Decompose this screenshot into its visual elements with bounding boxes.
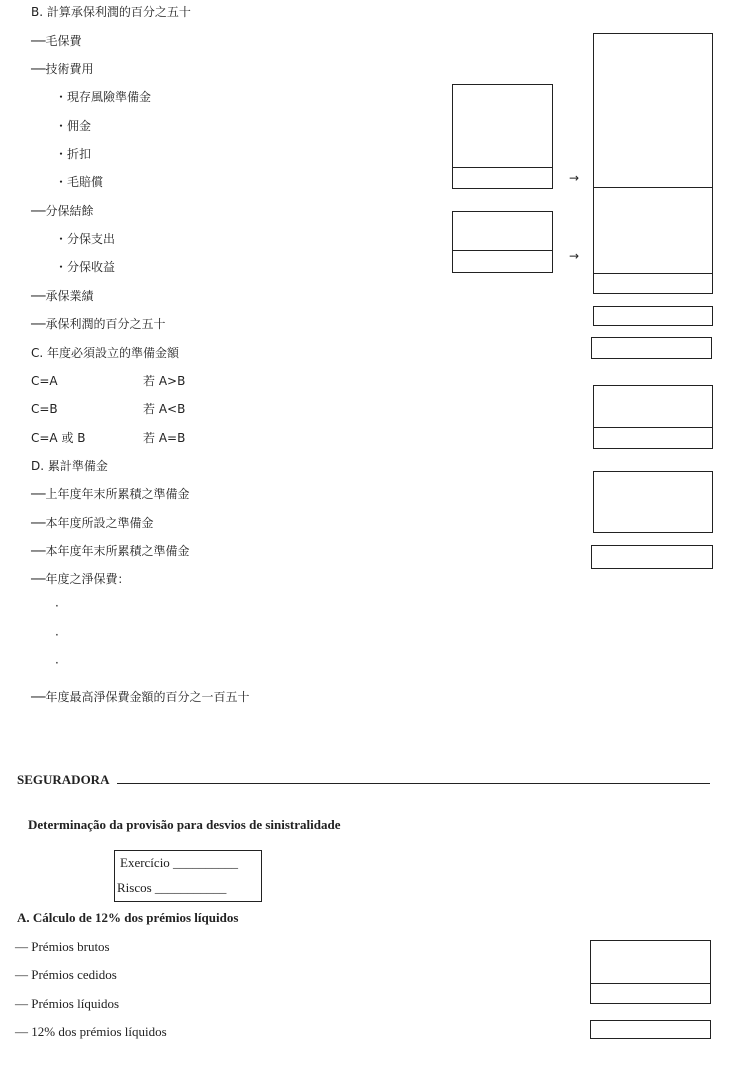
line-gross-premium: ──毛保費 bbox=[31, 34, 82, 48]
line-reinsurance-expense: ・分保支出 bbox=[55, 232, 116, 246]
reinsurance-box bbox=[452, 211, 553, 273]
result-box bbox=[593, 33, 713, 294]
section-b-title: B. 計算承保利潤的百分之五十 bbox=[31, 5, 191, 19]
line-gross-claims: ・毛賠償 bbox=[55, 175, 104, 189]
c1-formula: C=A bbox=[31, 374, 58, 388]
c1-condition: 若 A>B bbox=[143, 374, 186, 388]
bullet: · bbox=[55, 656, 59, 670]
reserve-amount-box bbox=[591, 337, 712, 359]
line-gross-premiums: — Prémios brutos bbox=[15, 939, 110, 954]
line-underwriting-result: ──承保業績 bbox=[31, 289, 94, 303]
c2-formula: C=B bbox=[31, 402, 58, 416]
pct12-box bbox=[590, 1020, 711, 1039]
year-end-reserve-box bbox=[591, 545, 713, 569]
line-12pct-net-premiums: — 12% dos prémios líquidos bbox=[15, 1024, 167, 1039]
line-current-risk-reserve: ・現存風險準備金 bbox=[55, 90, 152, 104]
divider bbox=[452, 167, 553, 168]
line-commission: ・佣金 bbox=[55, 119, 92, 133]
line-reinsurance-balance: ──分保結餘 bbox=[31, 204, 94, 218]
d-box bbox=[593, 471, 713, 533]
premiums-box bbox=[590, 940, 711, 1004]
c3-condition: 若 A=B bbox=[143, 431, 186, 445]
insurer-label: SEGURADORA bbox=[17, 772, 110, 787]
divider bbox=[593, 273, 713, 274]
section-d-title: D. 累計準備金 bbox=[31, 459, 108, 473]
line-ceded-premiums: — Prémios cedidos bbox=[15, 967, 117, 982]
c2-condition: 若 A<B bbox=[143, 402, 186, 416]
line-max-net-premium: ──年度最高淨保費金額的百分之一百五十 bbox=[31, 690, 250, 704]
c-box bbox=[593, 385, 713, 449]
divider bbox=[593, 187, 713, 188]
exercise-field[interactable]: Exercício __________ bbox=[120, 855, 239, 870]
arrow-right-icon: → bbox=[569, 171, 580, 185]
divider bbox=[452, 250, 553, 251]
line-technical-costs: ──技術費用 bbox=[31, 62, 94, 76]
bullet: · bbox=[55, 599, 59, 613]
divider bbox=[593, 427, 713, 428]
arrow-right-icon: → bbox=[569, 249, 580, 263]
line-net-premiums: — Prémios líquidos bbox=[15, 996, 120, 1011]
risks-field[interactable]: Riscos ___________ bbox=[117, 880, 227, 895]
line-prev-year-reserve: ──上年度年末所累積之準備金 bbox=[31, 487, 190, 501]
section-c-title: C. 年度必須設立的準備金額 bbox=[31, 346, 180, 360]
line-half-underwriting-profit: ──承保利潤的百分之五十 bbox=[31, 317, 166, 331]
c3-formula: C=A 或 B bbox=[31, 431, 86, 445]
pt-title: Determinação da provisão para desvios de sinistralidade bbox=[28, 817, 341, 832]
half-profit-box bbox=[593, 306, 713, 326]
line-reinsurance-income: ・分保收益 bbox=[55, 260, 116, 274]
technical-costs-box bbox=[452, 84, 553, 189]
bullet: · bbox=[55, 628, 59, 642]
line-this-year-reserve: ──本年度所設之準備金 bbox=[31, 516, 154, 530]
insurer-field-line[interactable] bbox=[117, 783, 710, 784]
section-a-title: A. Cálculo de 12% dos prémios líquidos bbox=[17, 910, 239, 925]
line-net-premium: ──年度之淨保費： bbox=[31, 572, 130, 586]
line-discount: ・折扣 bbox=[55, 147, 92, 161]
line-this-year-end-reserve: ──本年度年末所累積之準備金 bbox=[31, 544, 190, 558]
divider bbox=[590, 983, 711, 984]
